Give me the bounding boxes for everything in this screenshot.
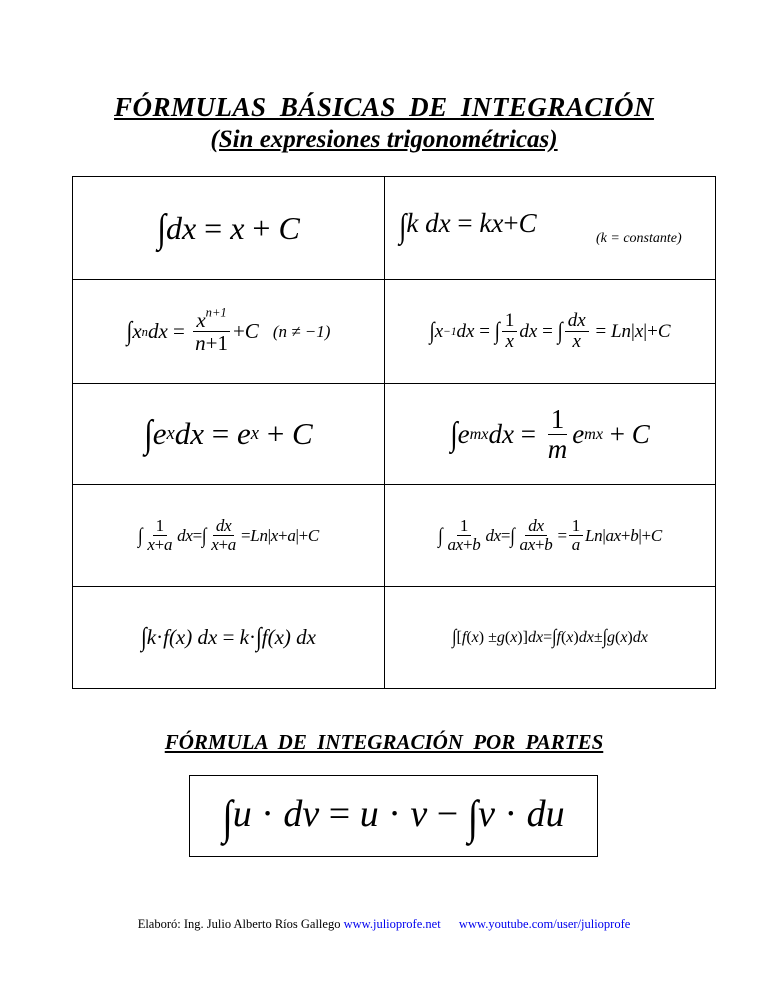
parts-formula-box	[189, 775, 598, 857]
parts-title: FÓRMULA DE INTEGRACIÓN POR PARTES	[164, 730, 604, 754]
formula-integral-exp: ∫ e x dx = e x + C	[144, 411, 313, 456]
footer	[0, 917, 768, 932]
formula-cell-dx	[73, 177, 385, 280]
formula-integral-linear: ∫ $\frac{1}{x+a}$ dx = ∫ $\frac{dx}{x+a}$ = Ln | x + a | + C	[138, 516, 319, 554]
formula-integration-by-parts: ∫u · dv = u · v − ∫v · du	[222, 792, 565, 845]
formula-sum-rule: ∫ [ f ( x ) ± g ( x )] dx = ∫ f ( x ) dx ± ∫ g ( x ) dx	[452, 626, 648, 648]
formula-cell-exp	[73, 384, 385, 485]
formula-cell-linear-ab	[385, 485, 716, 587]
formula-cell-power	[73, 280, 385, 384]
exponent-condition: (n ≠ −1)	[272, 321, 331, 341]
formula-table	[72, 176, 716, 689]
page-subtitle: (Sin expresiones trigonométricas)	[210, 126, 558, 153]
formula-constant-multiple: ∫ k · f(x) dx = k · ∫ f(x) dx	[141, 621, 316, 652]
formula-cell-linear	[73, 485, 385, 587]
formula-integral-kdx: ∫k dx = kx+C	[399, 207, 537, 245]
constant-note: (k = constante)	[596, 231, 682, 246]
formula-integral-reciprocal: ∫ x −1 dx = ∫ $\frac{1}{x}$ dx = ∫ $\frac{dx}{x}$ = Ln | x | + C	[429, 310, 671, 352]
formula-cell-constant-multiple	[73, 587, 385, 689]
footer-link-youtube[interactable]: www.youtube.com/user/julioprofe	[458, 917, 631, 931]
formula-cell-kdx	[385, 177, 716, 280]
formula-integral-exp-m: ∫ e mx dx = $\frac{1}{m}$ e mx + C	[450, 404, 650, 464]
footer-link-website[interactable]: www.julioprofe.net	[343, 917, 441, 931]
footer-credit: Elaboró: Ing. Julio Alberto Ríos Gallego	[137, 917, 341, 931]
formula-integral-dx: ∫ dx = x + C	[157, 204, 300, 250]
formula-cell-sum-rule	[385, 587, 716, 689]
formula-integral-linear-ab: ∫ $\frac{1}{ax+b}$ dx = ∫ $\frac{dx}{ax+b}$ = $\frac{1}{a}$ Ln | ax + b | + C	[438, 516, 662, 554]
formula-cell-exp-m	[385, 384, 716, 485]
formula-integral-power: ∫ x n dx = $\frac{x^{n+1}}{n+1}$ + C (n ≠ −1)	[126, 305, 331, 355]
page-title: FÓRMULAS BÁSICAS DE INTEGRACIÓN	[114, 92, 654, 122]
formula-cell-reciprocal	[385, 280, 716, 384]
